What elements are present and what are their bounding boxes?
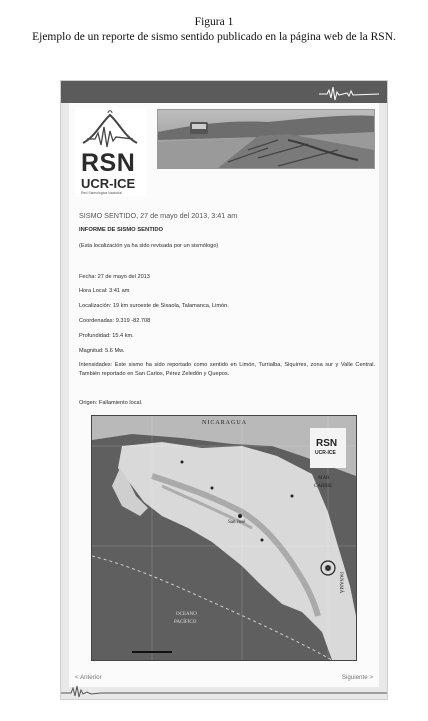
depth-field: Profundidad: 15.4 km. (79, 333, 134, 339)
label-pacifico: PACÍFICO (174, 620, 197, 625)
label-caribe: CARIBE (314, 484, 333, 489)
coordinates-field: Coordenadas: 9.319 -82.708 (79, 318, 151, 324)
previous-link[interactable]: < Anterior (75, 674, 102, 681)
webpage-screenshot (60, 80, 388, 700)
label-san-jose: San José (228, 520, 246, 525)
logo-subtitle: Red Sismológica Nacional (81, 191, 122, 195)
intensities-field: Intensidades: Este sismo ha sido reportado como sentido en Limón, Turrialba, Siquirres, zona sur y Valle Central. También reportado en San Carlos, Pérez Zeledón y Quepos. (79, 362, 375, 377)
date-field: Fecha: 27 de mayo del 2013 (79, 274, 150, 280)
label-panama: PANAMÁ (338, 572, 343, 594)
header-photo (157, 109, 375, 169)
epicenter-map[interactable] (91, 415, 357, 661)
magnitude-field: Magnitud: 5.6 Mw. (79, 348, 125, 354)
rsn-logo[interactable] (75, 107, 147, 197)
damaged-road-image (158, 110, 374, 168)
footer-seismogram-icon (61, 684, 387, 698)
logo-org-text: UCR-ICE (81, 176, 136, 191)
volcano-seismograph-icon (79, 109, 141, 149)
map-logo-org: UCR-ICE (315, 450, 336, 456)
map-logo-rsn: RSN (316, 438, 338, 449)
content-area (69, 103, 379, 687)
figure-number: Figura 1 (194, 16, 234, 28)
logo-rsn-text: RSN (81, 149, 136, 177)
report-title: INFORME DE SISMO SENTIDO (79, 227, 164, 233)
location-field: Localización: 19 km suroeste de Sixaola, Talamanca, Limón. (79, 303, 229, 309)
seismogram-icon (319, 84, 379, 102)
review-note: (Esta localización ya ha sido revisada por un sismólogo) (79, 243, 219, 249)
origin-field: Origen: Fallamiento local. (79, 400, 143, 406)
report-header: SISMO SENTIDO, 27 de mayo del 2013, 3:41 am (79, 211, 238, 220)
figure-caption: Ejemplo de un reporte de sismo sentido publicado en la página web de la RSN. (32, 31, 396, 43)
label-oceano: OCEANO (176, 612, 197, 617)
label-mar: MAR (318, 476, 330, 481)
next-link[interactable]: Siguiente > (341, 674, 373, 681)
label-nicaragua: NICARAGUA (202, 420, 247, 426)
time-field: Hora Local: 3:41 am (79, 288, 130, 294)
